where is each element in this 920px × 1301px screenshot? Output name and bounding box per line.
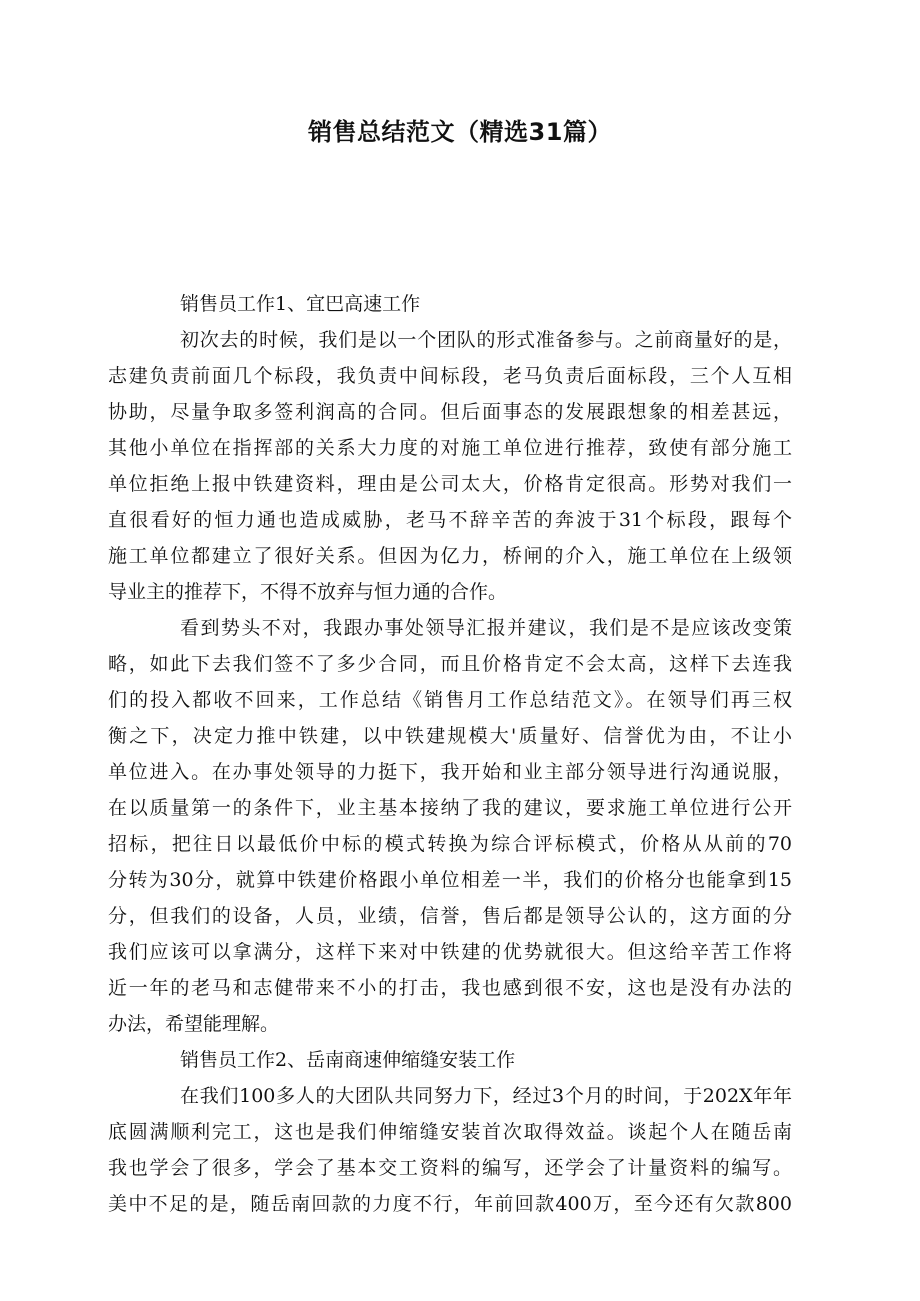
- paragraph-line: 办法，希望能理解。: [108, 1013, 280, 1035]
- paragraph-line: 直很看好的恒力通也造成威胁，老马不辞辛苦的奔波于31个标段，跟每个: [108, 509, 792, 531]
- paragraph-line: 导业主的推荐下，不得不放弃与恒力通的合作。: [108, 581, 508, 603]
- paragraph-line: 初次去的时候，我们是以一个团队的形式准备参与。之前商量好的是，: [180, 329, 792, 351]
- paragraph-line: 底圆满顺利完工，这也是我们伸缩缝安装首次取得效益。谈起个人在随岳南: [108, 1121, 792, 1143]
- paragraph-line: 近一年的老马和志健带来不小的打击，我也感到很不安，这也是没有办法的: [108, 977, 792, 999]
- paragraph-line: 施工单位都建立了很好关系。但因为亿力，桥闸的介入，施工单位在上级领: [108, 545, 792, 567]
- paragraph-line: 们的投入都收不回来，工作总结《销售月工作总结范文》。在领导们再三权: [108, 689, 792, 711]
- paragraph-line: 单位拒绝上报中铁建资料，理由是公司太大，价格肯定很高。形势对我们一: [108, 473, 792, 495]
- paragraph-line: 看到势头不对，我跟办事处领导汇报并建议，我们是不是应该改变策: [180, 617, 792, 639]
- paragraph-line: 我们应该可以拿满分，这样下来对中铁建的优势就很大。但这给辛苦工作将: [108, 941, 792, 963]
- paragraph-line: 略，如此下去我们签不了多少合同，而且价格肯定不会太高，这样下去连我: [108, 653, 792, 675]
- paragraph-line: 在以质量第一的条件下，业主基本接纳了我的建议，要求施工单位进行公开: [108, 797, 792, 819]
- paragraph-line: 衡之下，决定力推中铁建，以中铁建规模大'质量好、信誉优为由，不让小: [108, 725, 792, 747]
- section-heading: 销售员工作2、岳南商速伸缩缝安装工作: [180, 1049, 516, 1071]
- paragraph-line: 我也学会了很多，学会了基本交工资料的编写，还学会了计量资料的编写。: [108, 1157, 792, 1179]
- document-body: [108, 286, 792, 1222]
- paragraph-line: 单位进入。在办事处领导的力挺下，我开始和业主部分领导进行沟通说服，: [108, 761, 792, 783]
- paragraph-line: 分转为30分，就算中铁建价格跟小单位相差一半，我们的价格分也能拿到15: [108, 869, 792, 891]
- paragraph-line: 其他小单位在指挥部的关系大力度的对施工单位进行推荐，致使有部分施工: [108, 437, 792, 459]
- document-title: 销售总结范文（精选31篇）: [308, 118, 612, 146]
- paragraph-line: 美中不足的是，随岳南回款的力度不行，年前回款400万，至今还有欠款800: [108, 1193, 792, 1215]
- paragraph-line: 协助，尽量争取多签利润高的合同。但后面事态的发展跟想象的相差甚远，: [108, 401, 792, 423]
- section-heading: 销售员工作1、宜巴高速工作: [180, 293, 421, 315]
- paragraph-line: 分，但我们的设备，人员，业绩，信誉，售后都是领导公认的，这方面的分: [108, 905, 792, 927]
- paragraph-line: 招标，把往日以最低价中标的模式转换为综合评标模式，价格从从前的70: [108, 833, 792, 855]
- paragraph-line: 在我们100多人的大团队共同努力下，经过3个月的时间，于202X年年: [180, 1085, 792, 1107]
- paragraph-line: 志建负责前面几个标段，我负责中间标段，老马负责后面标段，三个人互相: [108, 365, 792, 387]
